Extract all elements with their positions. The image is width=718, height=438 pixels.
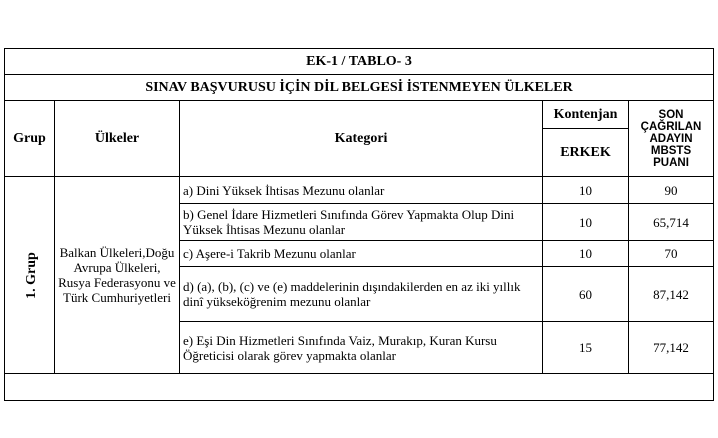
puan-cell: 70 bbox=[629, 241, 714, 267]
erkek-cell: 10 bbox=[543, 204, 629, 241]
table-title: EK-1 / TABLO- 3 bbox=[5, 49, 714, 75]
table-footer-blank bbox=[5, 374, 714, 401]
countries-table bbox=[4, 48, 714, 401]
puan-cell: 77,142 bbox=[629, 322, 714, 374]
table-row bbox=[5, 177, 714, 204]
header-kontenjan: Kontenjan bbox=[543, 101, 629, 129]
kategori-cell: d) (a), (b), (c) ve (e) maddelerinin dışındakilerden en az iki yıllık dinî yükseköğrenim mezunu olanlar bbox=[180, 267, 543, 322]
erkek-cell: 60 bbox=[543, 267, 629, 322]
header-erkek: ERKEK bbox=[543, 129, 629, 177]
countries-cell: Balkan Ülkeleri,Doğu Avrupa Ülkeleri, Rusya Federasyonu ve Türk Cumhuriyetleri bbox=[55, 177, 180, 374]
header-ulkeler: Ülkeler bbox=[55, 101, 180, 177]
document-table-container bbox=[4, 48, 713, 401]
table-subtitle: SINAV BAŞVURUSU İÇİN DİL BELGESİ İSTENMEYEN ÜLKELER bbox=[5, 75, 714, 101]
puan-cell: 90 bbox=[629, 177, 714, 204]
erkek-cell: 15 bbox=[543, 322, 629, 374]
table-footer-row bbox=[5, 374, 714, 401]
puan-cell: 65,714 bbox=[629, 204, 714, 241]
header-kategori: Kategori bbox=[180, 101, 543, 177]
kategori-cell: e) Eşi Din Hizmetleri Sınıfında Vaiz, Murakıp, Kuran Kursu Öğreticisi olarak görev yapmakta olanlar bbox=[180, 322, 543, 374]
kategori-cell: c) Aşere-i Takrib Mezunu olanlar bbox=[180, 241, 543, 267]
table-subtitle-row bbox=[5, 75, 714, 101]
erkek-cell: 10 bbox=[543, 177, 629, 204]
kategori-cell: b) Genel İdare Hizmetleri Sınıfında Görev Yapmakta Olup Dini Yüksek İhtisas Mezunu olanlar bbox=[180, 204, 543, 241]
puan-cell: 87,142 bbox=[629, 267, 714, 322]
erkek-cell: 10 bbox=[543, 241, 629, 267]
header-puan: SON ÇAĞRILAN ADAYIN MBSTS PUANI bbox=[629, 101, 714, 177]
header-grup: Grup bbox=[5, 101, 55, 177]
table-title-row bbox=[5, 49, 714, 75]
group-label-cell bbox=[5, 177, 55, 374]
kategori-cell: a) Dini Yüksek İhtisas Mezunu olanlar bbox=[180, 177, 543, 204]
group-label: 1. Grup bbox=[23, 252, 39, 299]
header-row bbox=[5, 101, 714, 129]
